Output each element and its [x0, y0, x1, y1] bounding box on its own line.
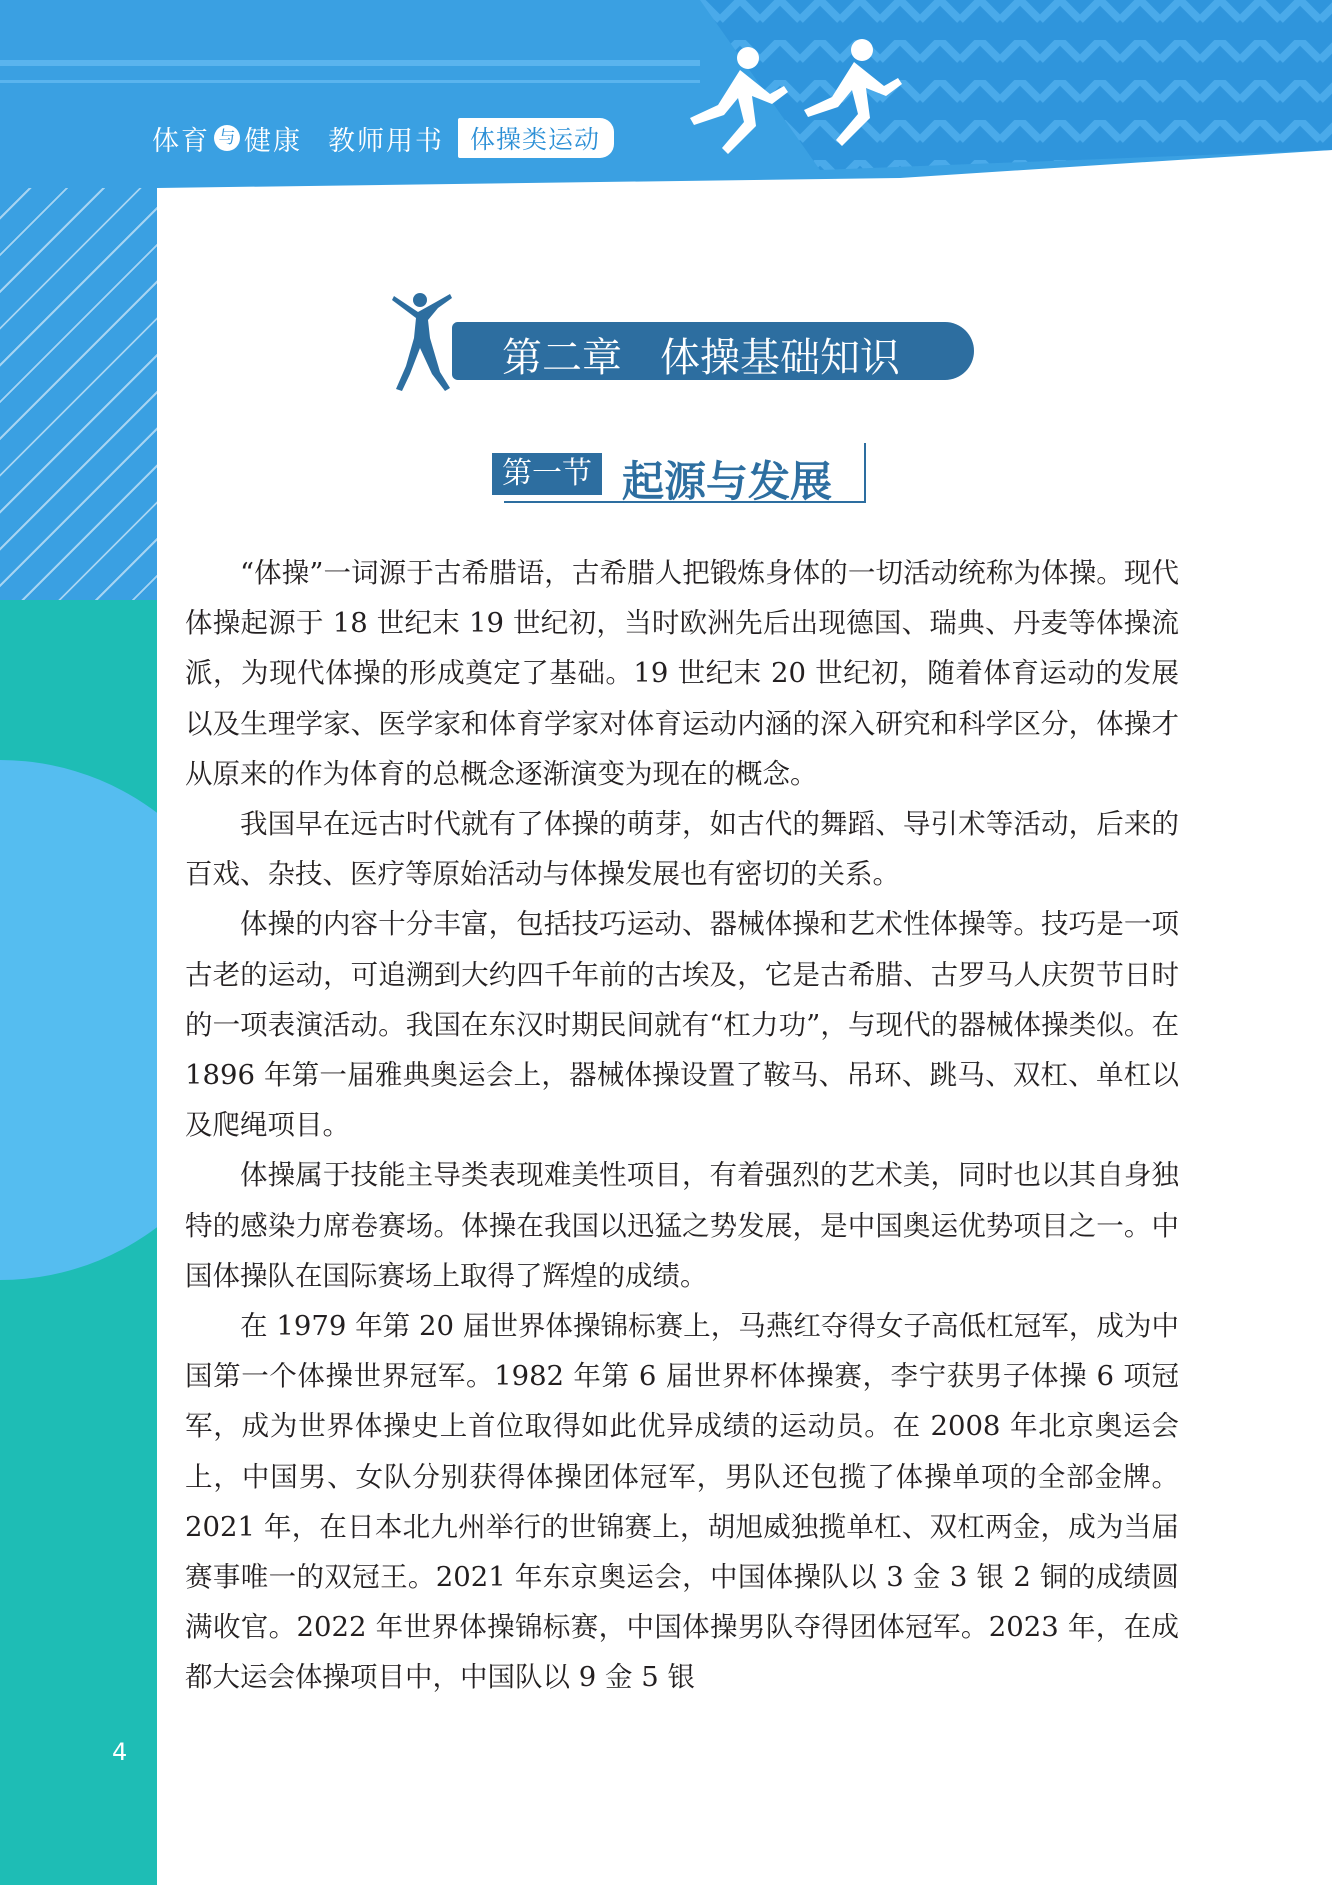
- book-title-part1: 体育: [152, 125, 210, 157]
- chapter-title-text: 体操基础知识: [660, 335, 900, 381]
- left-decorative-band: [0, 0, 157, 1885]
- paragraph: 我国早在远古时代就有了体操的萌芽，如古代的舞蹈、导引术等活动，后来的百戏、杂技、医疗等原始活动与体操发展也有密切的关系。: [185, 808, 1179, 891]
- decorative-circle: [0, 760, 157, 1280]
- section-label: 第一节: [492, 453, 602, 495]
- paragraph: 体操的内容十分丰富，包括技巧运动、器械体操和艺术性体操等。技巧是一项古老的运动，可追溯到大约四千年前的古埃及，它是古希腊、古罗马人庆贺节日时的一项表演活动。我国在东汉时期民间就有“杠力功”，与现代的器械体操类似。在 1896 年第一届雅典奥运会上，器械体操设置了鞍马、吊环、跳马、双杠、单杠以及爬绳项目。: [185, 908, 1179, 1142]
- teal-block-bottom: [0, 1285, 157, 1885]
- paragraph: 体操属于技能主导类表现难美性项目，有着强烈的艺术美，同时也以其自身独特的感染力席卷赛场。体操在我国以迅猛之势发展，是中国奥运优势项目之一。中国体操队在国际赛场上取得了辉煌的成绩。: [185, 1159, 1179, 1292]
- section-heading: [492, 443, 872, 505]
- paragraph: 在 1979 年第 20 届世界体操锦标赛上，马燕红夺得女子高低杠冠军，成为中国第一个体操世界冠军。1982 年第 6 届世界杯体操赛，李宁获男子体操 6 项冠军，成为世界体操史上首位取得如此优异成绩的运动员。在 2008 年北京奥运会上，中国男、女队分别获得体操团体冠军，男队还包揽了体操单项的全部金牌。2021 年，在日本北九州举行的世锦赛上，胡旭威独揽单杠、双杠两金，成为当届赛事唯一的双冠王。2021 年东京奥运会，中国体操队以 3 金 3 银 2 铜的成绩圆满收官。2022 年世界体操锦标赛，中国体操男队夺得团体冠军。2023 年，在成都大运会体操项目中，中国队以 9 金 5 银: [185, 1310, 1179, 1694]
- header-banner: [0, 0, 1332, 200]
- body-text: [185, 548, 1179, 1703]
- chapter-heading: [390, 290, 980, 395]
- page-number: 4: [112, 1738, 128, 1766]
- book-title-part2: 健康: [244, 125, 302, 157]
- chapter-title: [502, 326, 900, 383]
- gymnast-icon: [390, 290, 500, 395]
- topic-tag: 体操类运动: [458, 118, 614, 158]
- section-title: 起源与发展: [622, 457, 833, 506]
- book-title-yu-badge: 与: [214, 125, 240, 151]
- header-title: [152, 118, 614, 158]
- header-background: [0, 0, 1332, 200]
- paragraph: “体操”一词源于古希腊语，古希腊人把锻炼身体的一切活动统称为体操。现代体操起源于 18 世纪末 19 世纪初，当时欧洲先后出现德国、瑞典、丹麦等体操流派，为现代体操的形成奠定了基础。19 世纪末 20 世纪初，随着体育运动的发展以及生理学家、医学家和体育学家对体育运动内涵的深入研究和科学区分，体操才从原来的作为体育的总概念逐渐演变为现在的概念。: [185, 557, 1179, 790]
- chapter-label: 第二章: [502, 335, 622, 381]
- book-title-part3: 教师用书: [328, 125, 444, 157]
